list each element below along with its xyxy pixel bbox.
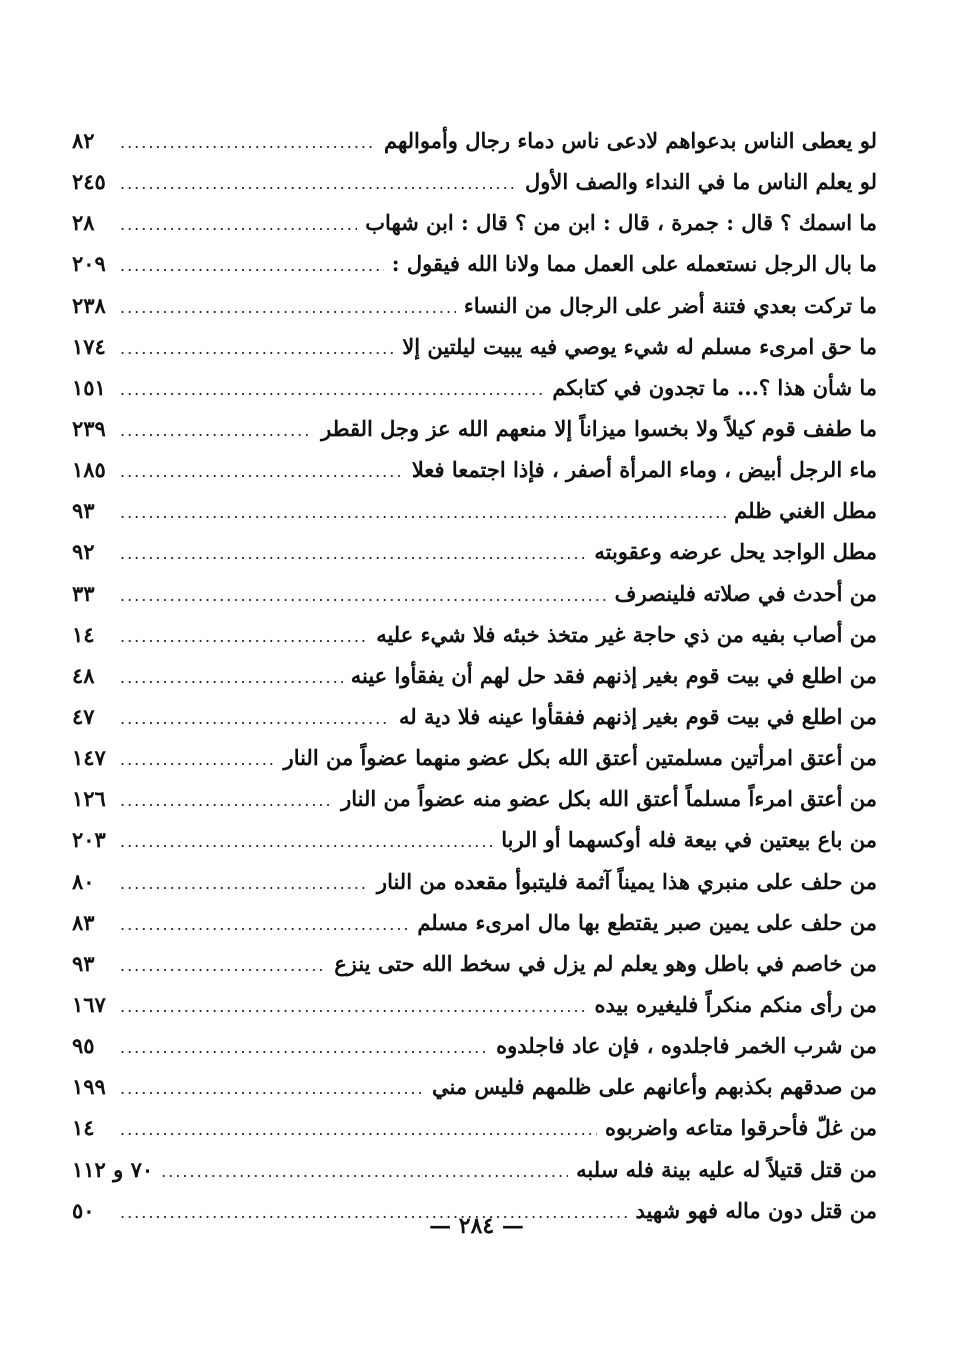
leader-dots — [120, 821, 493, 862]
index-row — [72, 285, 877, 326]
page-number: — ٢٨٤ — — [429, 1213, 524, 1239]
leader-dots — [120, 204, 357, 245]
page-reference: ٤٧ — [72, 703, 95, 729]
index-row — [72, 1066, 877, 1107]
page-reference: ١٩٩ — [72, 1074, 106, 1100]
index-row — [72, 1025, 877, 1066]
hadith-text: من قتل دون ماله فهو شهيد — [635, 1197, 877, 1223]
hadith-text: ما تركت بعدي فتنة أضر على الرجال من النساء — [463, 292, 877, 318]
page-reference: ٧٠ و ١١٢ — [72, 1156, 154, 1182]
page-reference: ١٢٦ — [72, 786, 106, 812]
leader-dots — [120, 328, 394, 369]
hadith-text: ماء الرجل أبيض ، وماء المرأة أصفر ، فإذا اجتمعا فعلا — [411, 457, 877, 483]
hadith-text: ما شأن هذا ؟... ما تجدون في كتابكم — [552, 374, 877, 400]
index-row — [72, 161, 877, 202]
index-row — [72, 819, 877, 860]
leader-dots — [120, 986, 586, 1027]
page-reference: ٩٣ — [72, 498, 95, 524]
leader-dots — [161, 1151, 568, 1192]
hadith-text: من حلف على يمين صبر يقتطع بها مال امرىء مسلم — [417, 909, 877, 935]
index-row — [72, 902, 877, 943]
hadith-text: مطل الغني ظلم — [734, 498, 877, 524]
index-row — [72, 861, 877, 902]
index-row — [72, 696, 877, 737]
leader-dots — [120, 863, 369, 904]
page-reference: ٩٣ — [72, 950, 95, 976]
leader-dots — [120, 1109, 597, 1150]
leader-dots — [120, 369, 544, 410]
index-row — [72, 943, 877, 984]
leader-dots — [120, 780, 333, 821]
leader-dots — [120, 492, 726, 533]
page-reference: ٢٠٣ — [72, 827, 106, 853]
page-reference: ١٧٤ — [72, 333, 106, 359]
page-reference: ٣٣ — [72, 580, 95, 606]
hadith-text: من صدقهم بكذبهم وأعانهم على ظلمهم فليس مني — [432, 1074, 877, 1100]
hadith-text: من حلف على منبري هذا يميناً آثمة فليتبوأ مقعده من النار — [376, 868, 877, 894]
page-reference: ٢٠٩ — [72, 251, 106, 277]
index-row — [72, 367, 877, 408]
index-row — [72, 243, 877, 284]
leader-dots — [120, 163, 517, 204]
leader-dots — [120, 410, 313, 451]
hadith-text: من خاصم في باطل وهو يعلم لم يزل في سخط الله حتى ينزع — [334, 950, 877, 976]
leader-dots — [120, 1068, 424, 1109]
leader-dots — [120, 1027, 488, 1068]
leader-dots — [120, 904, 409, 945]
page-reference: ١٥١ — [72, 374, 106, 400]
hadith-text: من أعتق امرءاً مسلماً أعتق الله بكل عضو منه عضواً من النار — [341, 786, 877, 812]
leader-dots — [120, 287, 456, 328]
page-reference: ١٤ — [72, 621, 95, 647]
index-row — [72, 120, 877, 161]
index-row — [72, 490, 877, 531]
leader-dots — [120, 657, 343, 698]
hadith-text: من أعتق امرأتين مسلمتين أعتق الله بكل عضو منهما عضواً من النار — [283, 745, 877, 771]
page-reference: ٩٥ — [72, 1033, 95, 1059]
index-row — [72, 737, 877, 778]
page-reference: ١٨٥ — [72, 457, 106, 483]
index-row — [72, 408, 877, 449]
page-reference: ٢٤٥ — [72, 169, 106, 195]
index-row — [72, 573, 877, 614]
page-reference: ١٤ — [72, 1115, 95, 1141]
hadith-index-list — [72, 120, 877, 1231]
hadith-text: من اطلع في بيت قوم بغير إذنهم فقد حل لهم أن يفقأوا عينه — [350, 662, 877, 688]
leader-dots — [120, 945, 326, 986]
leader-dots — [120, 575, 607, 616]
hadith-text: من أحدث في صلاته فلينصرف — [614, 580, 877, 606]
index-row — [72, 531, 877, 572]
index-row — [72, 1107, 877, 1148]
page-reference: ٩٢ — [72, 539, 95, 565]
hadith-text: من قتل قتيلاً له عليه بينة فله سلبه — [576, 1156, 877, 1182]
hadith-text: مطل الواجد يحل عرضه وعقوبته — [594, 539, 877, 565]
page-reference: ١٤٧ — [72, 745, 106, 771]
hadith-text: من باع بيعتين في بيعة فله أوكسهما أو الربا — [501, 827, 877, 853]
hadith-text: ما حق امرىء مسلم له شيء يوصي فيه يبيت ليلتين إلا — [402, 333, 877, 359]
leader-dots — [120, 451, 404, 492]
hadith-text: ما اسمك ؟ قال : جمرة ، قال : ابن من ؟ قال : ابن شهاب — [365, 210, 877, 236]
leader-dots — [120, 122, 376, 163]
leader-dots — [120, 245, 384, 286]
index-row — [72, 1149, 877, 1190]
page-reference: ٥٠ — [72, 1197, 95, 1223]
leader-dots — [120, 698, 391, 739]
index-row — [72, 202, 877, 243]
index-row — [72, 449, 877, 490]
page-reference: ٤٨ — [72, 662, 95, 688]
page-reference: ٢٣٩ — [72, 415, 106, 441]
leader-dots — [120, 616, 368, 657]
index-row — [72, 778, 877, 819]
hadith-text: ما بال الرجل نستعمله على العمل مما ولانا الله فيقول : — [391, 251, 877, 277]
hadith-text: من أصاب بفيه من ذي حاجة غير متخذ خبئه فلا شيء عليه — [376, 621, 877, 647]
index-row — [72, 614, 877, 655]
index-row — [72, 655, 877, 696]
leader-dots — [120, 739, 276, 780]
page-reference: ٢٣٨ — [72, 292, 106, 318]
page-reference: ١٦٧ — [72, 991, 106, 1017]
page-reference: ٨٢ — [72, 128, 95, 153]
leader-dots — [120, 533, 586, 574]
page-reference: ٨٠ — [72, 868, 95, 894]
page-reference: ٢٨ — [72, 210, 95, 236]
hadith-text: من شرب الخمر فاجلدوه ، فإن عاد فاجلدوه — [496, 1033, 877, 1059]
hadith-text: من اطلع في بيت قوم بغير إذنهم ففقأوا عينه فلا دية له — [399, 703, 877, 729]
index-row — [72, 326, 877, 367]
hadith-text: من غلّ فأحرقوا متاعه واضربوه — [605, 1115, 877, 1141]
hadith-text: ما طفف قوم كيلاً ولا بخسوا ميزاناً إلا منعهم الله عز وجل القطر — [321, 415, 877, 441]
hadith-text: لو يعطى الناس بدعواهم لادعى ناس دماء رجال وأموالهم — [383, 128, 877, 153]
hadith-text: لو يعلم الناس ما في النداء والصف الأول — [525, 169, 877, 195]
hadith-text: من رأى منكم منكراً فليغيره بيده — [594, 991, 877, 1017]
page-reference: ٨٣ — [72, 909, 95, 935]
index-row — [72, 984, 877, 1025]
